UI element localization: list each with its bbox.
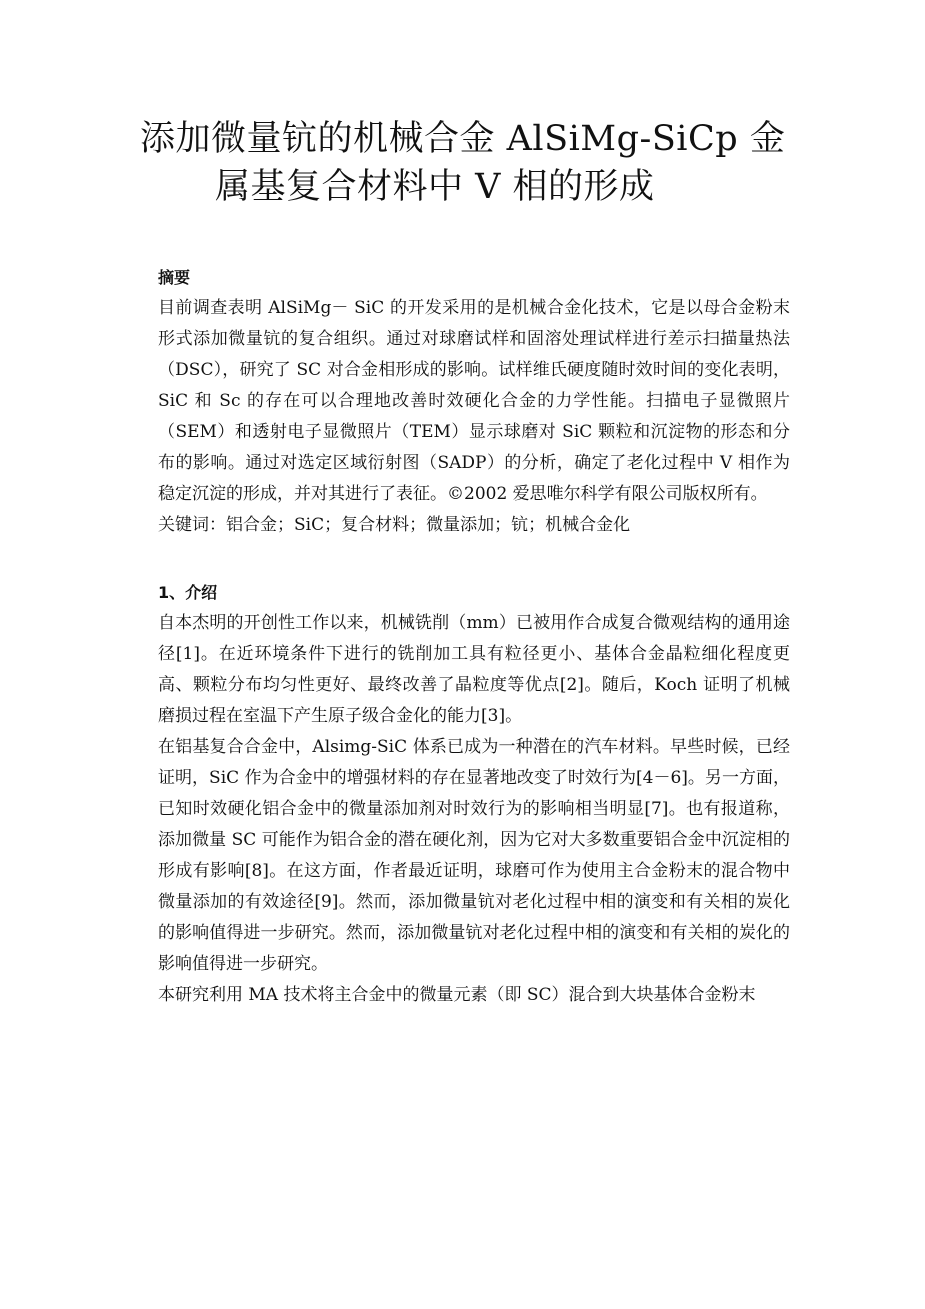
title-line-2: 属基复合材料中 V 相的形成 [215,167,655,207]
intro-paragraph-2: 在铝基复合合金中，Alsimg-SiC 体系已成为一种潜在的汽车材料。早些时候，已经证明，SiC 作为合金中的增强材料的存在显著地改变了时效行为[4－6]。另一方面，已知时效硬化铝合金中的微量添加剂对时效行为的影响相当明显[7]。也有报道称，添加微量 SC 可能作为铝合金的潜在硬化剂，因为它对大多数重要铝合金中沉淀相的形成有影响[8]。在这方面，作者最近证明，球磨可作为使用主合金粉末的混合物中微量添加的有效途径[9]。然而，添加微量钪对老化过程中相的演变和有关相的炭化的影响值得进一步研究。然而，添加微量钪对老化过程中相的演变和有关相的炭化的影响值得进一步研究。 [158,737,790,974]
abstract-heading: 摘要 [158,268,191,287]
section-gap [158,541,790,577]
abstract-text: 目前调查表明 AlSiMg－ SiC 的开发采用的是机械合金化技术，它是以母合金粉末形式添加微量钪的复合组织。通过对球磨试样和固溶处理试样进行差示扫描量热法（DSC），研究了 SC 对合金相形成的影响。试样维氏硬度随时效时间的变化表明，SiC 和 Sc 的存在可以合理地改善时效硬化合金的力学性能。扫描电子显微照片（SEM）和透射电子显微照片（TEM）显示球磨对 SiC 颗粒和沉淀物的形态和分布的影响。通过对选定区域衍射图（SADP）的分析，确定了老化过程中 V 相作为稳定沉淀的形成，并对其进行了表征。©2002 爱思唯尔科学有限公司版权所有。 [158,298,790,504]
intro-paragraph-3: 本研究利用 MA 技术将主合金中的微量元素（即 SC）混合到大块基体合金粉末 [158,985,756,1005]
document-body [158,262,790,1011]
keywords: 关键词：铝合金；SiC；复合材料；微量添加；钪；机械合金化 [158,515,631,535]
intro-heading: 1、介绍 [158,583,218,602]
title-line-1: 添加微量钪的机械合金 AlSiMg-SiCp 金 [140,119,786,159]
intro-paragraph-1: 自本杰明的开创性工作以来，机械铣削（mm）已被用作合成复合微观结构的通用途径[1]。在近环境条件下进行的铣削加工具有粒径更小、基体合金晶粒细化程度更高、颗粒分布均匀性更好、最终改善了晶粒度等优点[2]。随后，Koch 证明了机械磨损过程在室温下产生原子级合金化的能力[3]。 [158,613,790,726]
document-title [140,115,800,211]
